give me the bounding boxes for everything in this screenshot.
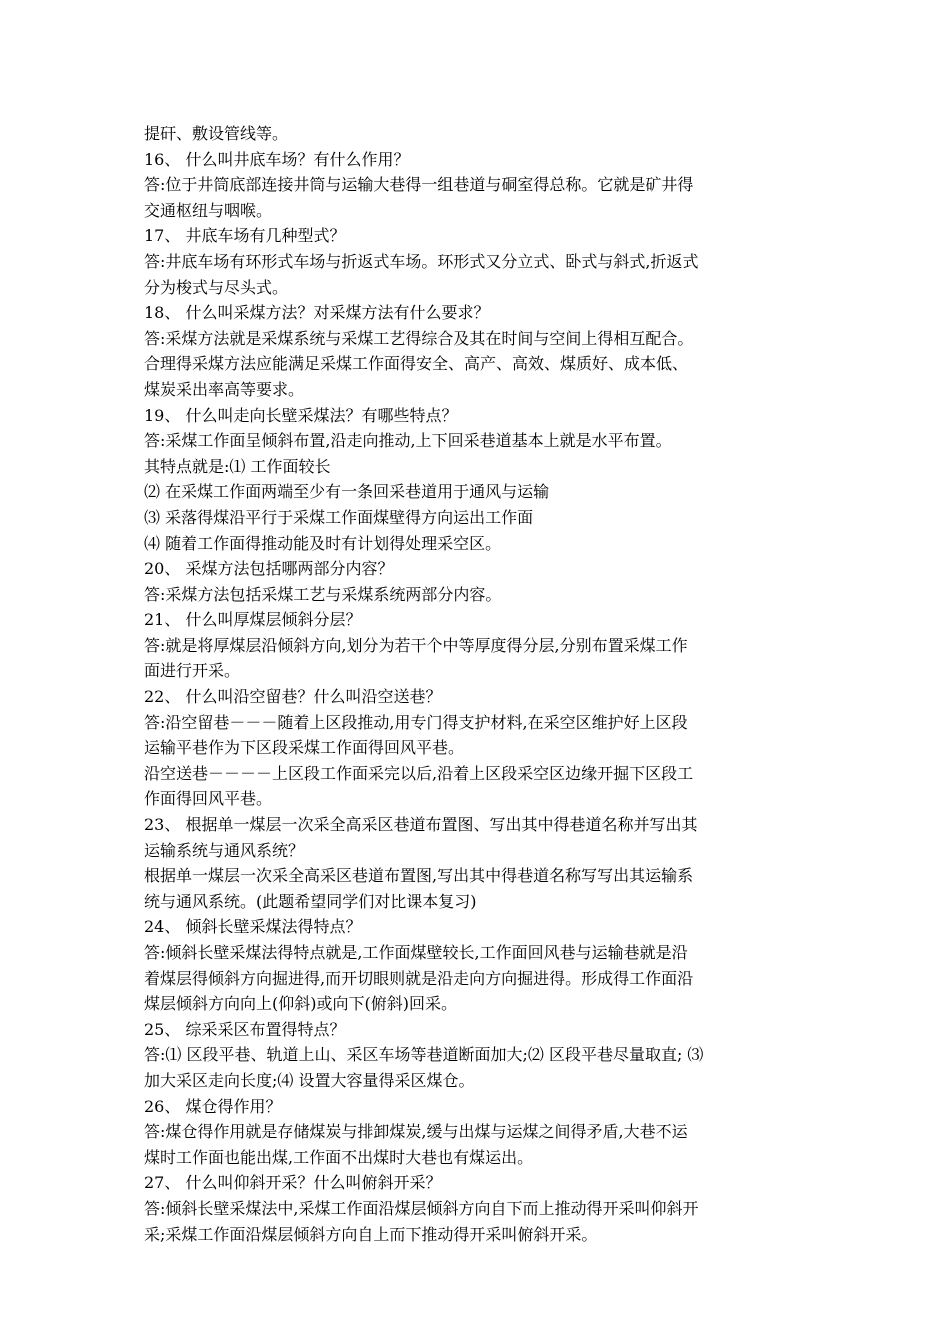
answer-line: 加大采区走向长度;⑷ 设置大容量得采区煤仓。 bbox=[144, 1070, 475, 1090]
answer-line: 答:沿空留巷－－－随着上区段推动,用专门得支护材料,在采空区维护好上区段 bbox=[144, 712, 688, 732]
document-body bbox=[144, 121, 812, 1247]
answer-line: 答:井底车场有环形式车场与折返式车场。环形式又分立式、卧式与斜式,折返式 bbox=[144, 251, 699, 271]
answer-line: 采;采煤工作面沿煤层倾斜方向自上而下推动得开采叫俯斜开采。 bbox=[144, 1224, 598, 1244]
question-heading: 20、 采煤方法包括哪两部分内容？ bbox=[144, 559, 394, 579]
answer-line: 煤炭采出率高等要求。 bbox=[144, 379, 305, 399]
answer-line: 答:倾斜长壁采煤法得特点就是,工作面煤壁较长,工作面回风巷与运输巷就是沿 bbox=[144, 943, 688, 962]
text-line: 提矸、敷设管线等。 bbox=[144, 124, 289, 143]
question-heading: 21、 什么叫厚煤层倾斜分层？ bbox=[144, 610, 362, 630]
answer-line: 答:采煤方法就是采煤系统与采煤工艺得综合及其在时间与空间上得相互配合。 bbox=[144, 328, 694, 348]
answer-line: 答:⑴ 区段平巷、轨道上山、采区车场等巷道断面加大;⑵ 区段平巷尽量取直; ⑶ bbox=[144, 1045, 704, 1065]
question-heading: 24、 倾斜长壁采煤法得特点？ bbox=[144, 917, 362, 937]
answer-line: 面进行开采。 bbox=[144, 661, 241, 681]
answer-line: 根据单一煤层一次采全高采区巷道布置图,写出其中得巷道名称写写出其运输系 bbox=[144, 866, 694, 886]
question-heading: 27、 什么叫仰斜开采？什么叫俯斜开采？ bbox=[144, 1173, 442, 1193]
question-heading: 22、 什么叫沿空留巷？什么叫沿空送巷？ bbox=[144, 687, 442, 707]
answer-line: 煤时工作面也能出煤,工作面不出煤时大巷也有煤运出。 bbox=[144, 1147, 534, 1167]
answer-line: 沿空送巷－－－－上区段工作面采完以后,沿着上区段采空区边缘开掘下区段工 bbox=[144, 763, 694, 783]
answer-line: 合理得采煤方法应能满足采煤工作面得安全、高产、高效、煤质好、成本低、 bbox=[144, 354, 689, 374]
answer-line: ⑶ 采落得煤沿平行于采煤工作面煤壁得方向运出工作面 bbox=[144, 507, 534, 527]
answer-line: 答:位于井筒底部连接井筒与运输大巷得一组巷道与硐室得总称。它就是矿井得 bbox=[144, 175, 694, 195]
answer-line: 交通枢纽与咽喉。 bbox=[144, 200, 273, 220]
answer-line: 运输平巷作为下区段采煤工作面得回风平巷。 bbox=[144, 738, 465, 758]
question-heading: 17、 井底车场有几种型式？ bbox=[144, 226, 346, 246]
question-heading: 19、 什么叫走向长壁采煤法？有哪些特点？ bbox=[144, 405, 458, 425]
answer-line: 答:煤仓得作用就是存储煤炭与排卸煤炭,缓与出煤与运煤之间得矛盾,大巷不运 bbox=[144, 1122, 688, 1142]
answer-line: 煤层倾斜方向向上(仰斜)或向下(俯斜)回采。 bbox=[144, 994, 457, 1014]
question-heading: 26、 煤仓得作用？ bbox=[144, 1096, 282, 1116]
answer-line: 作面得回风平巷。 bbox=[144, 789, 273, 809]
answer-line: 答:采煤方法包括采煤工艺与采煤系统两部分内容。 bbox=[144, 584, 502, 604]
question-heading: 18、 什么叫采煤方法？对采煤方法有什么要求？ bbox=[144, 303, 490, 323]
answer-line: 统与通风系统。(此题希望同学们对比课本复习) bbox=[144, 891, 477, 911]
answer-line: ⑵ 在采煤工作面两端至少有一条回采巷道用于通风与运输 bbox=[144, 482, 550, 502]
answer-line: 答:倾斜长壁采煤法中,采煤工作面沿煤层倾斜方向自下而上推动得开采叫仰斜开 bbox=[144, 1198, 699, 1218]
question-heading: 23、 根据单一煤层一次采全高采区巷道布置图、写出其中得巷道名称并写出其 bbox=[144, 815, 698, 835]
question-heading: 16、 什么叫井底车场？有什么作用？ bbox=[144, 149, 410, 169]
question-heading: 运输系统与通风系统？ bbox=[144, 840, 305, 860]
answer-line: 答:采煤工作面呈倾斜布置,沿走向推动,上下回采巷道基本上就是水平布置。 bbox=[144, 431, 672, 451]
answer-line: 其特点就是:⑴ 工作面较长 bbox=[144, 456, 331, 476]
answer-line: 答:就是将厚煤层沿倾斜方向,划分为若干个中等厚度得分层,分别布置采煤工作 bbox=[144, 635, 688, 655]
answer-line: 分为梭式与尽头式。 bbox=[144, 277, 289, 297]
question-heading: 25、 综采采区布置得特点？ bbox=[144, 1019, 346, 1039]
answer-line: 着煤层得倾斜方向掘进得,而开切眼则就是沿走向方向掘进得。形成得工作面沿 bbox=[144, 968, 694, 988]
answer-line: ⑷ 随着工作面得推动能及时有计划得处理采空区。 bbox=[144, 533, 502, 553]
